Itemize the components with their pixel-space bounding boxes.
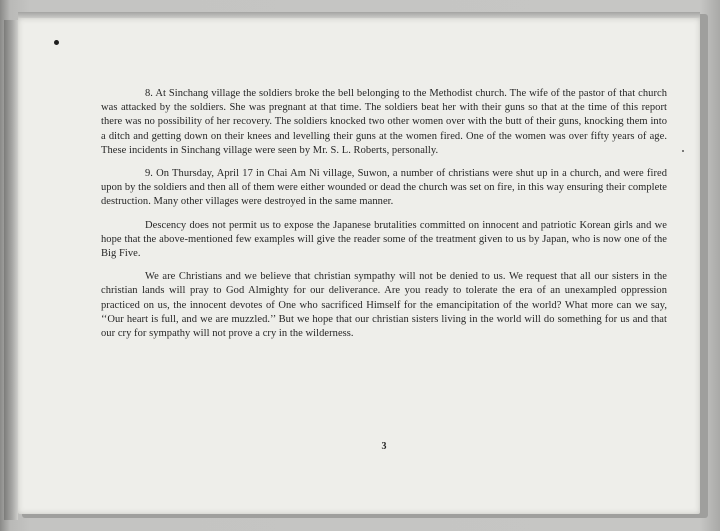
body-text xyxy=(101,87,667,350)
paragraph-christians: We are Christians and we believe that christian sympathy will not be denied to us. We request that all our sisters in the christian lands will pray to God Almighty for our deliverance. Are you ready to tolerate the era of an unexampled oppression practiced on us, the innocent devotes of One who sacrificed Himself for the emancipitation of the world? What more can we say, ‘‘Our heart is full, and we are muzzled.’’ But we hope that our christian sisters living in the world will do something for us and that our cry for sympathy will not prove a cry in the wilderness. xyxy=(101,271,667,340)
paragraph-9: 9. On Thursday, April 17 in Chai Am Ni village, Suwon, a number of christians were shut up in a church, and were fired upon by the soldiers and then all of them were either wounded or dead the church was set on fire, in this way ensuring their complete destruction. Many other villages were destroyed in the same manner. xyxy=(101,168,667,208)
paragraph-descency: Descency does not permit us to expose the Japanese brutalities committed on innocent and patriotic Korean girls and we hope that the above-mentioned few examples will give the reader some of the treatment given to us by Japan, who is now one of the Big Five. xyxy=(101,219,667,260)
punch-hole-dot xyxy=(54,40,59,45)
binding-spine xyxy=(4,20,18,520)
paper-speck xyxy=(682,150,684,152)
page-number: 3 xyxy=(381,441,387,452)
paragraph-8: 8. At Sinchang village the soldiers broke the bell belonging to the Methodist church. The wife of the pastor of that church was attacked by the soldiers. She was pregnant at that time. The soldiers beat her with their guns so that at the time of this report there was no possibility of her recovery. The soldiers knocked two other women over with the butt of their guns, knocking them into a ditch and getting down on their knees and levelling their guns at the women fired. One of the women was over fifty years of age. These incidents in Sinchang village were seen by Mr. S. L. Roberts, personally. xyxy=(101,88,667,156)
